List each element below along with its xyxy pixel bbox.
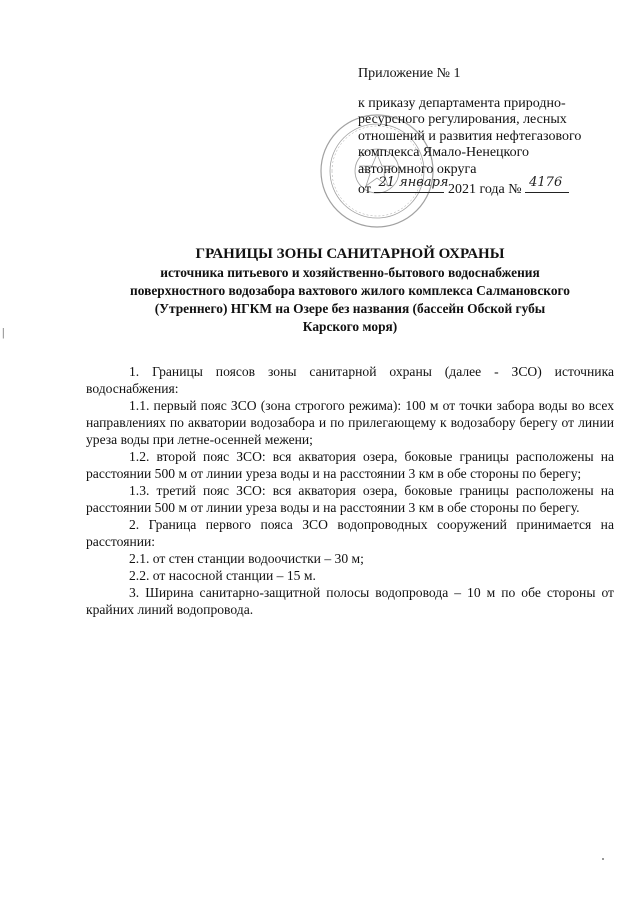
appendix-block bbox=[358, 66, 618, 199]
handwritten-number-field bbox=[525, 175, 569, 193]
document-body bbox=[86, 363, 614, 618]
paragraph: 1.3. третий пояс ЗСО: вся акватория озера, боковые границы расположены на расстоянии 500 м от линии уреза воды и на расстоянии 3 км в обе стороны по берегу. bbox=[86, 483, 614, 515]
appendix-line: комплекса Ямало-Ненецкого bbox=[358, 145, 530, 160]
paragraph: 3. Ширина санитарно-защитной полосы водопровода – 10 м по обе стороны от крайних линий водопровода. bbox=[86, 585, 614, 617]
paragraph: 2.1. от стен станции водоочистки – 30 м; bbox=[129, 551, 364, 566]
heading-subtitle-line: (Утреннего) НГКМ на Озере без названия (бассейн Обской губы bbox=[154, 301, 546, 316]
handwritten-date-field bbox=[374, 175, 449, 193]
heading-subtitle-line: поверхностного водозабора вахтового жилого комплекса Салмановского bbox=[130, 283, 570, 298]
appendix-title: Приложение № 1 bbox=[358, 66, 461, 81]
paragraph: 2.2. от насосной станции – 15 м. bbox=[129, 568, 316, 583]
scan-edge-mark: | bbox=[2, 325, 5, 339]
handwritten-number: 4176 bbox=[529, 175, 563, 190]
paragraph: 1. Границы поясов зоны санитарной охраны (далее - ЗСО) источника водоснабжения: bbox=[86, 364, 614, 396]
heading-subtitle-line: источника питьевого и хозяйственно-бытового водоснабжения bbox=[160, 265, 540, 280]
scan-speck bbox=[602, 858, 604, 860]
date-prefix: от bbox=[358, 182, 371, 197]
paragraph: 2. Граница первого пояса ЗСО водопроводных сооружений принимается на расстоянии: bbox=[86, 517, 614, 549]
appendix-line: отношений и развития нефтегазового bbox=[358, 128, 582, 144]
appendix-line: автономного округа bbox=[358, 161, 477, 177]
paragraph: 1.2. второй пояс ЗСО: вся акватория озера, боковые границы расположены на расстоянии 500 м от линии уреза воды и на расстоянии 3 км в обе стороны по берегу; bbox=[86, 449, 614, 481]
appendix-line: ресурсного регулирования, лесных bbox=[358, 112, 567, 127]
date-year: 2021 года № bbox=[447, 182, 522, 197]
handwritten-date: 21 января bbox=[378, 175, 449, 190]
document-heading bbox=[90, 245, 610, 336]
appendix-line: к приказу департамента природно- bbox=[358, 95, 566, 111]
heading-title: ГРАНИЦЫ ЗОНЫ САНИТАРНОЙ ОХРАНЫ bbox=[195, 246, 505, 262]
paragraph: 1.1. первый пояс ЗСО (зона строгого режима): 100 м от точки забора воды во всех направлениях по акватории водозабора и по прилегающему к водозабору берегу от линии уреза воды при летне-осенней межени; bbox=[86, 398, 614, 447]
order-date-line bbox=[358, 175, 618, 199]
heading-subtitle-line: Карского моря) bbox=[302, 319, 398, 334]
